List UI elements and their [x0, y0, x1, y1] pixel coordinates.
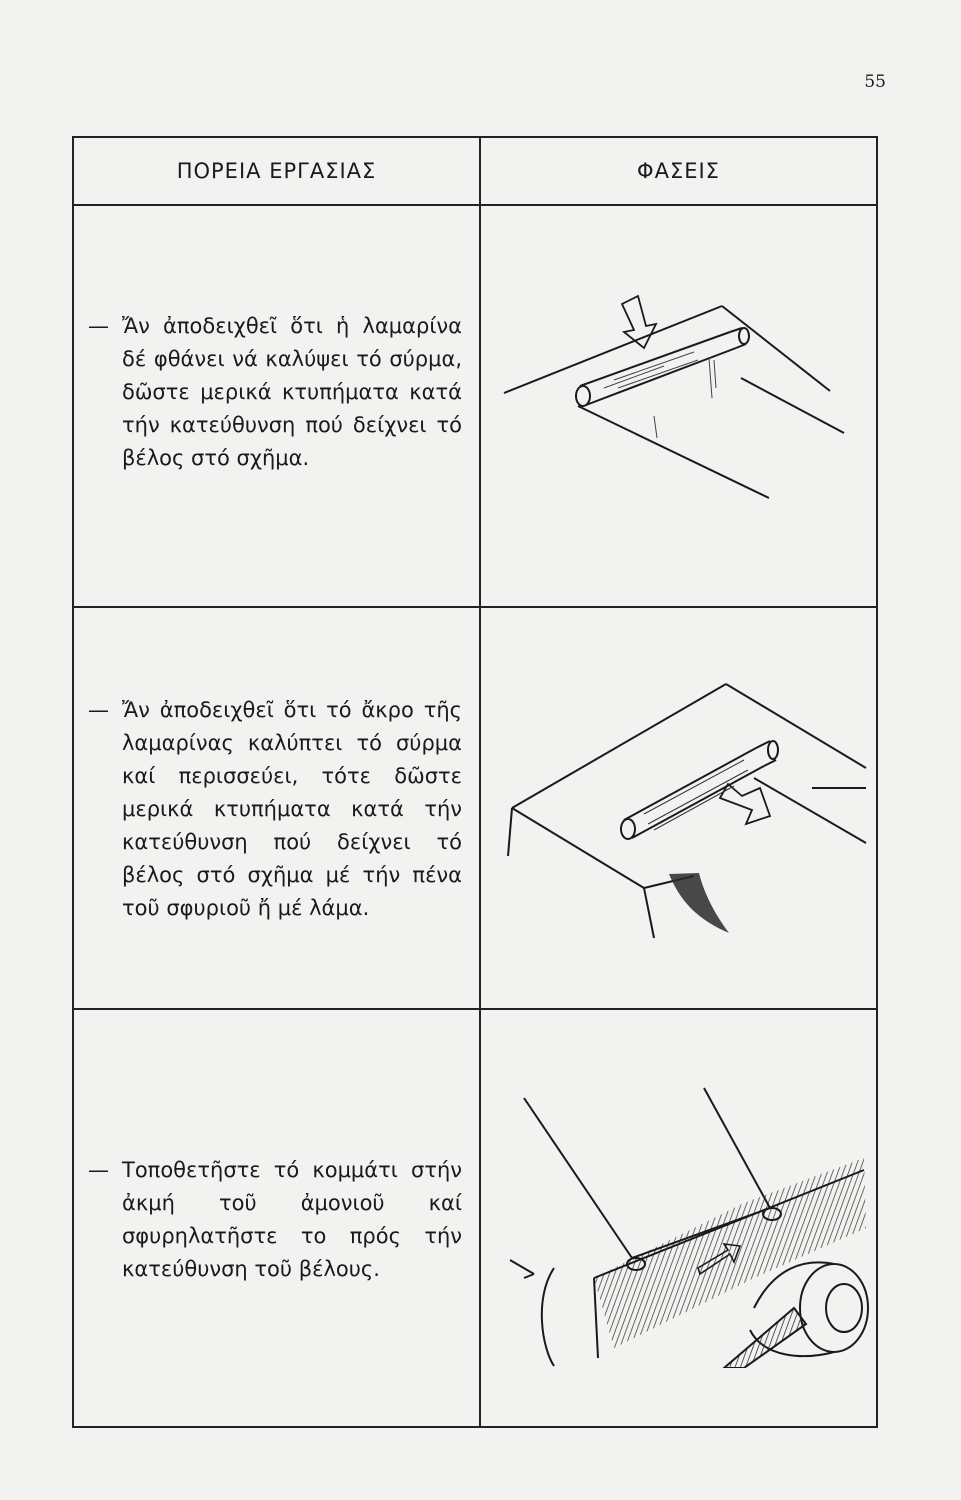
step-3-figure — [494, 1078, 869, 1368]
step-2-text: Ἄν ἀποδειχθεῖ ὅτι τό ἄκρο τῆς λαμαρίνας καλύπτει τό σύρμα καί περισσεύει, τότε δῶστε μερικά κτυπήματα κατά τήν κατεύθυνση πού δείχνει τό βέλος στό σχῆμα μέ τήν πένα τοῦ σφυριοῦ ἤ μέ λάμα. — [122, 698, 462, 920]
row-divider — [74, 606, 876, 608]
work-procedure-table — [72, 136, 878, 1428]
step-1-figure — [494, 288, 869, 528]
step-1-text: Ἄν ἀποδειχθεῖ ὅτι ἡ λαμαρίνα δέ φθάνει νά καλύψει τό σύρμα, δῶστε μερικά κτυπήματα κατά τήν κατεύθυνση πού δείχνει τό βέλος στό σχῆμα. — [122, 314, 462, 470]
step-2-figure — [494, 678, 869, 948]
row-divider — [74, 1008, 876, 1010]
page-number: 55 — [864, 72, 886, 92]
step-dash: — — [88, 1158, 109, 1182]
header-divider — [74, 204, 876, 206]
column-divider — [479, 138, 481, 1426]
step-3-text: Τοποθετῆστε τό κομμάτι στήν ἀκμή τοῦ ἀμονιοῦ καί σφυρηλατῆστε το πρός τήν κατεύθυνση τοῦ βέλους. — [122, 1158, 462, 1281]
step-dash: — — [88, 314, 109, 338]
step-dash: — — [88, 698, 109, 722]
header-phases: ΦΑΣΕΙΣ — [637, 159, 720, 183]
header-work-procedure: ΠΟΡΕΙΑ ΕΡΓΑΣΙΑΣ — [176, 159, 377, 183]
